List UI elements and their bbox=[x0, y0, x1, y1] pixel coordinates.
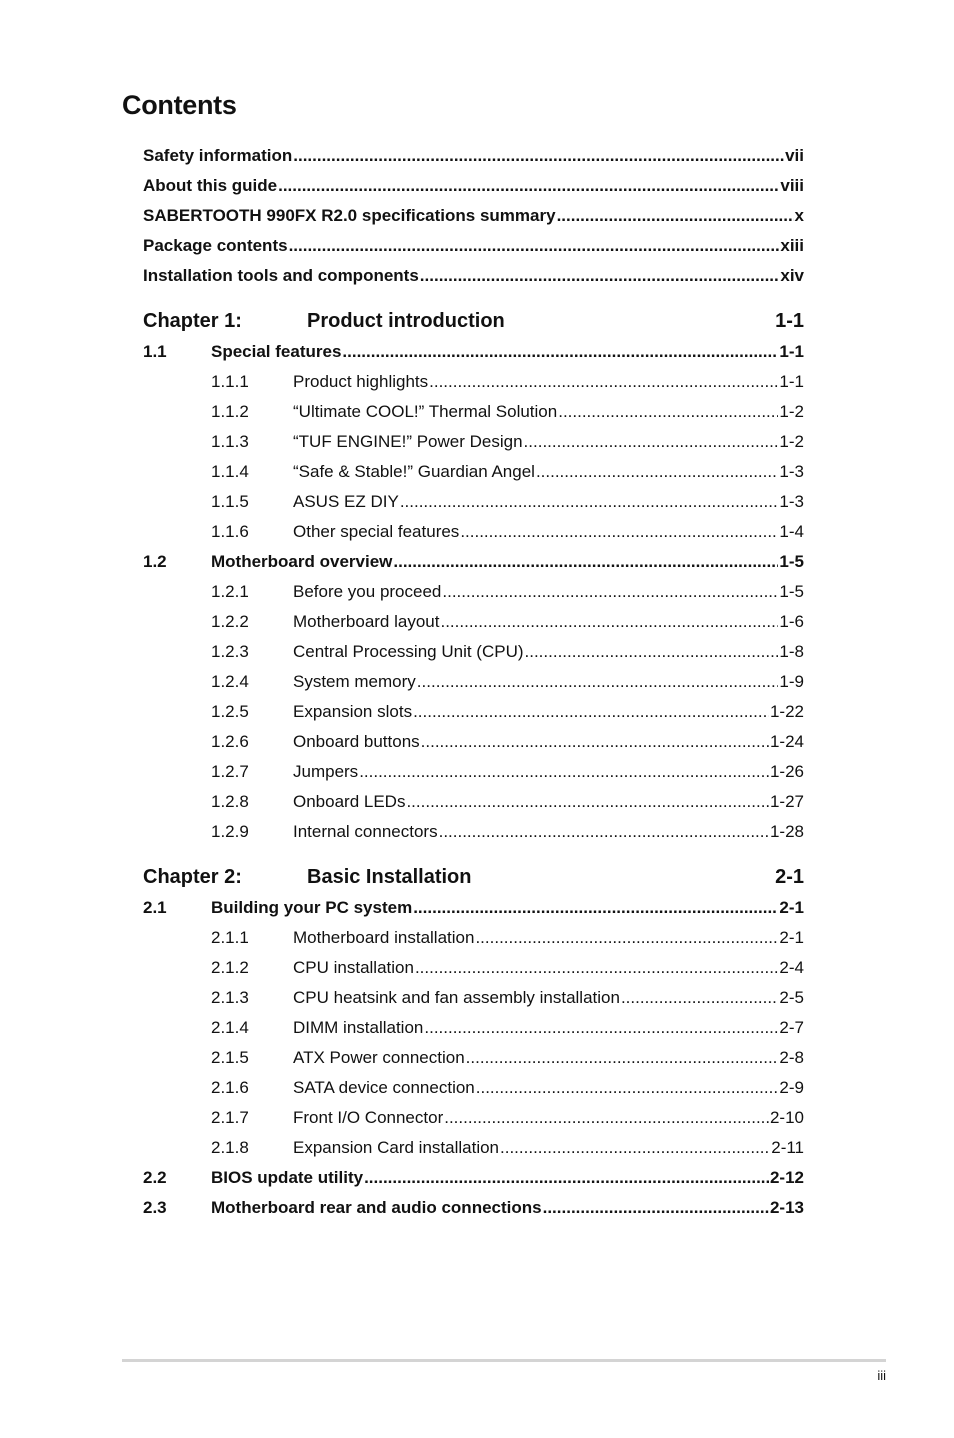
subsection-page: 1-22 bbox=[769, 702, 804, 721]
section-number: 1.1 bbox=[143, 342, 167, 361]
toc-entry-page: vii bbox=[785, 146, 804, 165]
toc-entry-label: About this guide bbox=[143, 176, 278, 195]
subsection-number: 2.1.6 bbox=[211, 1078, 249, 1097]
subsection-number: 1.2.2 bbox=[211, 612, 249, 631]
leader-dots bbox=[421, 727, 769, 757]
chapter-number: Chapter 1: bbox=[143, 310, 242, 332]
subsection-page: 1-24 bbox=[769, 732, 804, 751]
section-page: 1-1 bbox=[779, 342, 804, 361]
section-number: 1.2 bbox=[143, 552, 167, 571]
section-page: 2-13 bbox=[769, 1198, 804, 1217]
toc-subsection[interactable] bbox=[143, 757, 804, 787]
section-label: Building your PC system bbox=[211, 898, 413, 917]
chapter-number: Chapter 2: bbox=[143, 866, 242, 888]
subsection-page: 1-8 bbox=[779, 642, 804, 661]
toc-subsection[interactable] bbox=[143, 1103, 804, 1133]
subsection-page: 1-9 bbox=[779, 672, 804, 691]
leader-dots bbox=[417, 667, 779, 697]
chapter-page: 2-1 bbox=[775, 866, 804, 888]
leader-dots bbox=[475, 923, 778, 953]
toc-subsection[interactable] bbox=[143, 923, 804, 953]
toc-section[interactable] bbox=[143, 547, 804, 577]
section-page: 2-12 bbox=[769, 1168, 804, 1187]
subsection-page: 2-11 bbox=[771, 1138, 804, 1157]
leader-dots bbox=[444, 1103, 769, 1133]
subsection-number: 2.1.3 bbox=[211, 988, 249, 1007]
subsection-number: 1.1.3 bbox=[211, 432, 249, 451]
toc-subsection[interactable] bbox=[143, 727, 804, 757]
toc-section[interactable] bbox=[143, 1193, 804, 1223]
leader-dots bbox=[289, 231, 780, 261]
subsection-page: 2-8 bbox=[779, 1048, 804, 1067]
toc-entry[interactable] bbox=[143, 231, 804, 261]
subsection-label: “Safe & Stable!” Guardian Angel bbox=[293, 462, 535, 481]
toc-subsection[interactable] bbox=[143, 953, 804, 983]
subsection-page: 1-26 bbox=[769, 762, 804, 781]
subsection-page: 1-3 bbox=[779, 492, 804, 511]
section-label: Motherboard rear and audio connections bbox=[211, 1198, 542, 1217]
subsection-page: 2-10 bbox=[769, 1108, 804, 1127]
subsection-number: 2.1.1 bbox=[211, 928, 249, 947]
chapter-title: Basic Installation bbox=[307, 866, 472, 888]
subsection-label: Onboard buttons bbox=[293, 732, 420, 751]
subsection-number: 1.2.1 bbox=[211, 582, 249, 601]
toc-subsection[interactable] bbox=[143, 367, 804, 397]
leader-dots bbox=[278, 171, 779, 201]
toc-subsection[interactable] bbox=[143, 1013, 804, 1043]
subsection-label: Before you proceed bbox=[293, 582, 442, 601]
front-matter-list bbox=[143, 141, 804, 291]
leader-dots bbox=[424, 1013, 778, 1043]
subsection-number: 2.1.2 bbox=[211, 958, 249, 977]
subsection-page: 1-1 bbox=[779, 372, 804, 391]
chapter-heading[interactable] bbox=[143, 861, 804, 893]
subsection-label: Central Processing Unit (CPU) bbox=[293, 642, 524, 661]
subsection-page: 1-28 bbox=[769, 822, 804, 841]
subsection-label: DIMM installation bbox=[293, 1018, 424, 1037]
leader-dots bbox=[429, 367, 778, 397]
subsection-page: 1-6 bbox=[779, 612, 804, 631]
subsection-number: 2.1.5 bbox=[211, 1048, 249, 1067]
leader-dots bbox=[400, 487, 779, 517]
subsection-number: 1.1.4 bbox=[211, 462, 249, 481]
leader-dots bbox=[442, 577, 778, 607]
leader-dots bbox=[364, 1163, 769, 1193]
leader-dots bbox=[420, 261, 780, 291]
toc-subsection[interactable] bbox=[143, 667, 804, 697]
leader-dots bbox=[440, 607, 778, 637]
section-number: 2.3 bbox=[143, 1198, 167, 1217]
subsection-number: 2.1.7 bbox=[211, 1108, 249, 1127]
subsection-label: CPU heatsink and fan assembly installation bbox=[293, 988, 620, 1007]
section-page: 1-5 bbox=[779, 552, 804, 571]
subsection-label: Onboard LEDs bbox=[293, 792, 406, 811]
subsection-number: 1.2.8 bbox=[211, 792, 249, 811]
subsection-page: 2-5 bbox=[779, 988, 804, 1007]
leader-dots bbox=[525, 637, 779, 667]
chapter-heading[interactable] bbox=[143, 305, 804, 337]
subsection-label: Jumpers bbox=[293, 762, 359, 781]
subsection-label: Motherboard installation bbox=[293, 928, 475, 947]
subsection-page: 1-4 bbox=[779, 522, 804, 541]
toc-subsection[interactable] bbox=[143, 1133, 804, 1163]
subsection-label: Product highlights bbox=[293, 372, 429, 391]
leader-dots bbox=[413, 697, 769, 727]
subsection-label: ATX Power connection bbox=[293, 1048, 465, 1067]
subsection-label: Expansion slots bbox=[293, 702, 413, 721]
leader-dots bbox=[406, 787, 769, 817]
leader-dots bbox=[557, 201, 794, 231]
leader-dots bbox=[460, 517, 778, 547]
toc-subsection[interactable] bbox=[143, 517, 804, 547]
toc-subsection[interactable] bbox=[143, 1043, 804, 1073]
subsection-label: “Ultimate COOL!” Thermal Solution bbox=[293, 402, 558, 421]
toc-subsection[interactable] bbox=[143, 487, 804, 517]
section-number: 2.2 bbox=[143, 1168, 167, 1187]
leader-dots bbox=[415, 953, 778, 983]
subsection-number: 1.2.5 bbox=[211, 702, 249, 721]
subsection-number: 1.2.9 bbox=[211, 822, 249, 841]
toc-subsection[interactable] bbox=[143, 1073, 804, 1103]
toc-entry-page: viii bbox=[780, 176, 804, 195]
subsection-number: 1.1.1 bbox=[211, 372, 249, 391]
leader-dots bbox=[293, 141, 784, 171]
section-label: Motherboard overview bbox=[211, 552, 393, 571]
toc-subsection[interactable] bbox=[143, 637, 804, 667]
leader-dots bbox=[524, 427, 779, 457]
toc-entry[interactable] bbox=[143, 201, 804, 231]
subsection-page: 2-1 bbox=[779, 928, 804, 947]
leader-dots bbox=[536, 457, 778, 487]
toc-entry-page: xiii bbox=[780, 236, 804, 255]
leader-dots bbox=[500, 1133, 770, 1163]
toc-section[interactable] bbox=[143, 1163, 804, 1193]
toc-subsection[interactable] bbox=[143, 817, 804, 847]
subsection-number: 1.2.4 bbox=[211, 672, 249, 691]
subsection-label: Other special features bbox=[293, 522, 460, 541]
toc-subsection[interactable] bbox=[143, 787, 804, 817]
subsection-page: 1-2 bbox=[779, 432, 804, 451]
toc-entry[interactable] bbox=[143, 261, 804, 291]
leader-dots bbox=[413, 893, 778, 923]
subsection-number: 1.1.2 bbox=[211, 402, 249, 421]
toc-section[interactable] bbox=[143, 893, 804, 923]
toc-entry[interactable] bbox=[143, 171, 804, 201]
toc-entry-label: Package contents bbox=[143, 236, 288, 255]
toc-subsection[interactable] bbox=[143, 607, 804, 637]
chapter-1-block bbox=[143, 305, 804, 847]
page-number: iii bbox=[877, 1368, 886, 1383]
subsection-page: 2-4 bbox=[779, 958, 804, 977]
toc-entry-label: SABERTOOTH 990FX R2.0 specifications summary bbox=[143, 206, 556, 225]
subsection-label: Expansion Card installation bbox=[293, 1138, 500, 1157]
subsection-label: Motherboard layout bbox=[293, 612, 440, 631]
leader-dots bbox=[543, 1193, 769, 1223]
toc-subsection[interactable] bbox=[143, 697, 804, 727]
subsection-number: 1.2.3 bbox=[211, 642, 249, 661]
toc-entry-page: x bbox=[794, 206, 804, 225]
section-label: Special features bbox=[211, 342, 342, 361]
subsection-number: 1.2.7 bbox=[211, 762, 249, 781]
subsection-label: Internal connectors bbox=[293, 822, 438, 841]
toc-subsection[interactable] bbox=[143, 577, 804, 607]
subsection-page: 2-7 bbox=[779, 1018, 804, 1037]
leader-dots bbox=[558, 397, 778, 427]
subsection-label: “TUF ENGINE!” Power Design bbox=[293, 432, 523, 451]
subsection-label: Front I/O Connector bbox=[293, 1108, 444, 1127]
toc-subsection[interactable] bbox=[143, 397, 804, 427]
toc-subsection[interactable] bbox=[143, 427, 804, 457]
subsection-number: 1.2.6 bbox=[211, 732, 249, 751]
chapter-2-block bbox=[143, 861, 804, 1223]
subsection-number: 2.1.4 bbox=[211, 1018, 249, 1037]
section-label: BIOS update utility bbox=[211, 1168, 364, 1187]
subsection-number: 1.1.6 bbox=[211, 522, 249, 541]
toc-entry-page: xiv bbox=[780, 266, 804, 285]
leader-dots bbox=[476, 1073, 779, 1103]
leader-dots bbox=[439, 817, 769, 847]
toc-entry-label: Installation tools and components bbox=[143, 266, 419, 285]
section-number: 2.1 bbox=[143, 898, 167, 917]
subsection-page: 1-5 bbox=[779, 582, 804, 601]
subsection-page: 2-9 bbox=[779, 1078, 804, 1097]
toc-section[interactable] bbox=[143, 337, 804, 367]
chapter-title: Product introduction bbox=[307, 310, 505, 332]
subsection-page: 1-27 bbox=[769, 792, 804, 811]
section-page: 2-1 bbox=[779, 898, 804, 917]
footer-divider bbox=[122, 1359, 886, 1362]
subsection-number: 2.1.8 bbox=[211, 1138, 249, 1157]
leader-dots bbox=[342, 337, 778, 367]
toc-subsection[interactable] bbox=[143, 983, 804, 1013]
subsection-label: SATA device connection bbox=[293, 1078, 475, 1097]
subsection-label: System memory bbox=[293, 672, 416, 691]
leader-dots bbox=[466, 1043, 779, 1073]
leader-dots bbox=[621, 983, 778, 1013]
toc-entry[interactable] bbox=[143, 141, 804, 171]
subsection-label: CPU installation bbox=[293, 958, 414, 977]
subsection-label: ASUS EZ DIY bbox=[293, 492, 399, 511]
chapter-page: 1-1 bbox=[775, 310, 804, 332]
leader-dots bbox=[359, 757, 769, 787]
subsection-page: 1-2 bbox=[779, 402, 804, 421]
subsection-number: 1.1.5 bbox=[211, 492, 249, 511]
leader-dots bbox=[393, 547, 778, 577]
page-title: Contents bbox=[122, 90, 237, 120]
toc-subsection[interactable] bbox=[143, 457, 804, 487]
toc-entry-label: Safety information bbox=[143, 146, 293, 165]
subsection-page: 1-3 bbox=[779, 462, 804, 481]
